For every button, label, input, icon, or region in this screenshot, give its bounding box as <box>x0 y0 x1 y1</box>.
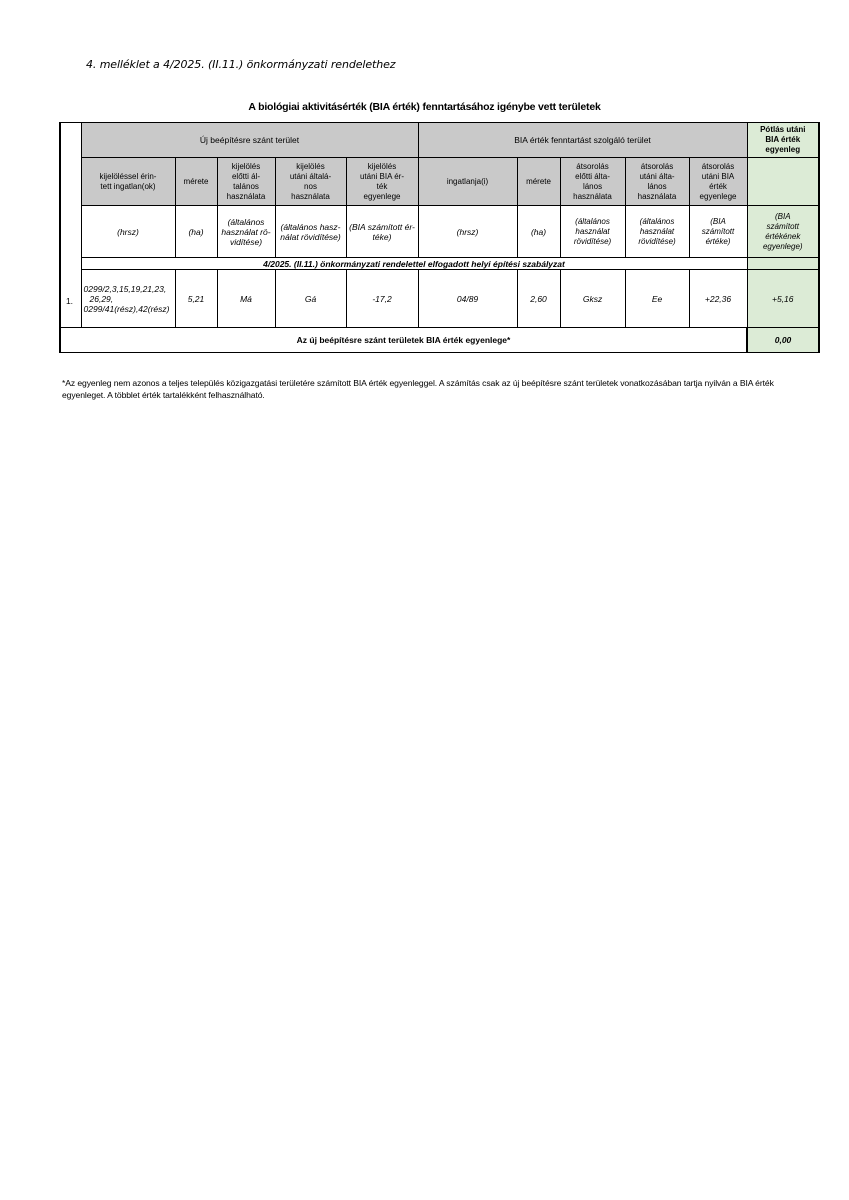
unit-parcels: (hrsz) <box>81 206 175 258</box>
parcels-cell: 0299/2,3,15,19,21,23, 26,29, 0299/41(rész),42(rész) <box>81 270 175 328</box>
final-balance-cell: +5,16 <box>747 270 819 328</box>
reclass-after-cell: Ee <box>625 270 689 328</box>
bia-parcel-cell: 04/89 <box>418 270 517 328</box>
unit-bia-parcel: (hrsz) <box>418 206 517 258</box>
unit-bia-size: (ha) <box>517 206 560 258</box>
col-header-use-before: kijelölés előtti ál- talános használata <box>217 158 275 206</box>
col-header-parcels: kijelöléssel érin- tett ingatlan(ok) <box>81 158 175 206</box>
unit-reclass-bia: (BIA számított értéke) <box>689 206 747 258</box>
size-cell: 5,21 <box>175 270 217 328</box>
col-header-balance-blank <box>747 158 819 206</box>
unit-final-balance: (BIA számított értékének egyenlege) <box>747 206 819 258</box>
unit-reclass-before: (általános használat rövidítése) <box>560 206 625 258</box>
bia-balance-cell: -17,2 <box>346 270 418 328</box>
footnote-line-1: *Az egyenleg nem azonos a teljes település közigazgatási területére számított BIA érték egyenleggel. A számítás csak az új beépítésre szánt területek vonatkozásában tartja nyilván a BIA érték <box>62 378 774 388</box>
section-balance-blank <box>747 258 819 270</box>
use-after-cell: Gá <box>275 270 346 328</box>
col-header-size: mérete <box>175 158 217 206</box>
reclass-before-cell: Gksz <box>560 270 625 328</box>
group-header-balance: Pótlás utáni BIA érték egyenleg <box>747 123 819 158</box>
col-header-reclass-after: átsorolás utáni álta- lános használata <box>625 158 689 206</box>
unit-size: (ha) <box>175 206 217 258</box>
group-header-new-area: Új beépítésre szánt terület <box>81 123 418 158</box>
col-header-reclass-bia: átsorolás utáni BIA érték egyenlege <box>689 158 747 206</box>
row-number: 1. <box>65 296 74 306</box>
footnote-line-2: egyenleget. A többlet érték tartalékként felhasználható. <box>62 389 265 400</box>
col-header-bia-size: mérete <box>517 158 560 206</box>
bia-table <box>59 122 820 353</box>
unit-bia-balance: (BIA számított ér- téke) <box>346 206 418 258</box>
unit-use-after: (általános hasz- nálat rövidítése) <box>275 206 346 258</box>
total-value: 0,00 <box>747 328 819 353</box>
reclass-bia-cell: +22,36 <box>689 270 747 328</box>
col-header-reclass-before: átsorolás előtti álta- lános használata <box>560 158 625 206</box>
use-before-cell: Má <box>217 270 275 328</box>
footnote <box>62 378 802 401</box>
section-label: 4/2025. (II.11.) önkormányzati rendelettel elfogadott helyi építési szabályzat <box>81 258 747 270</box>
total-label: Az új beépítésre szánt területek BIA érték egyenlege* <box>60 328 747 353</box>
col-header-bia-parcel: ingatlanja(i) <box>418 158 517 206</box>
col-header-bia-balance: kijelölés utáni BIA ér- ték egyenlege <box>346 158 418 206</box>
unit-reclass-after: (általános használat rövidítése) <box>625 206 689 258</box>
bia-size-cell: 2,60 <box>517 270 560 328</box>
group-header-bia-area: BIA érték fenntartást szolgáló terület <box>418 123 747 158</box>
annex-title: 4. melléklet a 4/2025. (II.11.) önkormányzati rendelethez <box>86 58 396 71</box>
table-title: A biológiai aktivitásérték (BIA érték) fenntartásához igénybe vett területek <box>248 101 601 113</box>
unit-use-before: (általános használat rö- vidítése) <box>217 206 275 258</box>
col-header-use-after: kijelölés utáni általá- nos használata <box>275 158 346 206</box>
